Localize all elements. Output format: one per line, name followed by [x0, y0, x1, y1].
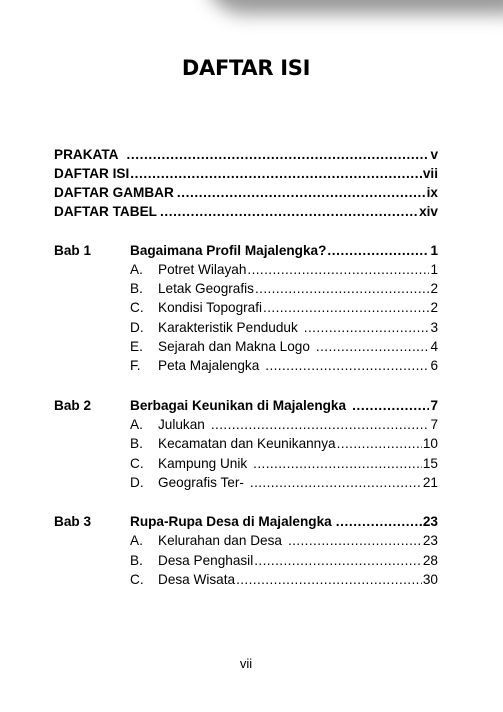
chapter-title: Rupa-Rupa Desa di Majalengka: [130, 514, 332, 529]
section-page: 7: [430, 417, 438, 432]
toc-section[interactable]: [130, 416, 438, 433]
toc-section[interactable]: [130, 532, 438, 549]
page-number: vii: [239, 656, 253, 671]
section-letter: B.: [130, 281, 143, 296]
section-label: Desa Wisata: [158, 572, 236, 587]
dot-leader: [316, 338, 430, 355]
section-label: Kampung Unik: [158, 456, 248, 471]
toc-entry-page: xiv: [419, 204, 438, 219]
toc-section[interactable]: [130, 319, 438, 336]
chapter-page: 1: [430, 243, 438, 258]
dot-leader: [255, 280, 429, 297]
toc-entry-prakata[interactable]: [54, 146, 438, 163]
section-page: 10: [422, 436, 438, 451]
toc-entry-page: ix: [426, 185, 438, 200]
section-letter: C.: [130, 456, 144, 471]
toc-section[interactable]: [130, 474, 438, 491]
toc-chapter-2[interactable]: [130, 397, 438, 414]
dot-leader: [254, 552, 422, 569]
toc-entry-page: vii: [422, 166, 438, 181]
dot-leader: [265, 357, 429, 374]
dot-leader: [352, 397, 429, 414]
dot-leader: [253, 455, 422, 472]
toc-entry-daftar-gambar[interactable]: [54, 184, 438, 201]
page-shadow: [205, 0, 503, 14]
toc-entry-page: v: [430, 147, 438, 162]
section-page: 15: [422, 456, 438, 471]
dot-leader: [263, 299, 429, 316]
section-label: Desa Penghasil: [158, 553, 254, 568]
section-page: 2: [430, 300, 438, 315]
section-letter: A.: [130, 533, 143, 548]
toc-section[interactable]: [130, 357, 438, 374]
section-letter: D.: [130, 320, 144, 335]
toc-entry-daftar-isi[interactable]: [54, 165, 438, 182]
section-label: Kecamatan dan Keunikannya: [158, 436, 336, 451]
page-title: DAFTAR ISI: [181, 56, 311, 80]
section-letter: B.: [130, 553, 143, 568]
section-label: Kondisi Topografi: [158, 300, 263, 315]
toc-chapter-1[interactable]: [130, 242, 438, 259]
chapter-label: Bab 1: [54, 243, 92, 258]
toc-section[interactable]: [130, 280, 438, 297]
dot-leader: [247, 261, 429, 278]
section-letter: A.: [130, 262, 143, 277]
toc-entry-label: DAFTAR ISI: [54, 166, 130, 181]
section-letter: A.: [130, 417, 143, 432]
section-label: Potret Wilayah: [158, 262, 247, 277]
section-page: 2: [430, 281, 438, 296]
section-page: 3: [430, 320, 438, 335]
dot-leader: [337, 435, 422, 452]
toc-section[interactable]: [130, 261, 438, 278]
section-letter: C.: [130, 300, 144, 315]
section-page: 28: [422, 553, 438, 568]
section-page: 4: [430, 339, 438, 354]
toc-section[interactable]: [130, 299, 438, 316]
section-page: 6: [430, 358, 438, 373]
toc-section[interactable]: [130, 552, 438, 569]
section-letter: E.: [130, 339, 143, 354]
toc-chapter-3[interactable]: [130, 513, 438, 530]
chapter-label: Bab 2: [54, 398, 92, 413]
section-page: 21: [422, 475, 438, 490]
section-label: Peta Majalengka: [158, 358, 260, 373]
section-label: Sejarah dan Makna Logo: [158, 339, 310, 354]
dot-leader: [177, 184, 426, 201]
section-page: 1: [430, 262, 438, 277]
section-label: Geografis Ter-: [158, 475, 244, 490]
section-label: Julukan: [158, 417, 205, 432]
dot-leader: [130, 165, 422, 182]
chapter-page: 7: [430, 398, 438, 413]
chapter-page: 23: [422, 514, 438, 529]
dot-leader: [336, 513, 422, 530]
dot-leader: [160, 203, 418, 220]
dot-leader: [126, 146, 429, 163]
dot-leader: [236, 571, 422, 588]
toc-section[interactable]: [130, 571, 438, 588]
toc-entry-label: PRAKATA: [54, 147, 119, 162]
dot-leader: [288, 532, 422, 549]
section-label: Kelurahan dan Desa: [158, 533, 282, 548]
dot-leader: [327, 242, 429, 259]
toc-section[interactable]: [130, 338, 438, 355]
chapter-title: Berbagai Keunikan di Majalengka: [130, 398, 347, 413]
section-letter: F.: [130, 358, 141, 373]
chapter-title: Bagaimana Profil Majalengka?: [130, 243, 327, 258]
section-letter: D.: [130, 475, 144, 490]
section-page: 30: [422, 572, 438, 587]
toc-section[interactable]: [130, 435, 438, 452]
dot-leader: [304, 319, 430, 336]
section-letter: C.: [130, 572, 144, 587]
chapter-label: Bab 3: [54, 514, 92, 529]
dot-leader: [250, 474, 422, 491]
section-label: Letak Geografis: [158, 281, 254, 296]
dot-leader: [211, 416, 430, 433]
section-letter: B.: [130, 436, 143, 451]
section-label: Karakteristik Penduduk: [158, 320, 298, 335]
toc-section[interactable]: [130, 455, 438, 472]
toc-entry-label: DAFTAR TABEL: [54, 204, 157, 219]
section-page: 23: [422, 533, 438, 548]
toc-entry-daftar-tabel[interactable]: [54, 203, 438, 220]
toc-entry-label: DAFTAR GAMBAR: [54, 185, 174, 200]
